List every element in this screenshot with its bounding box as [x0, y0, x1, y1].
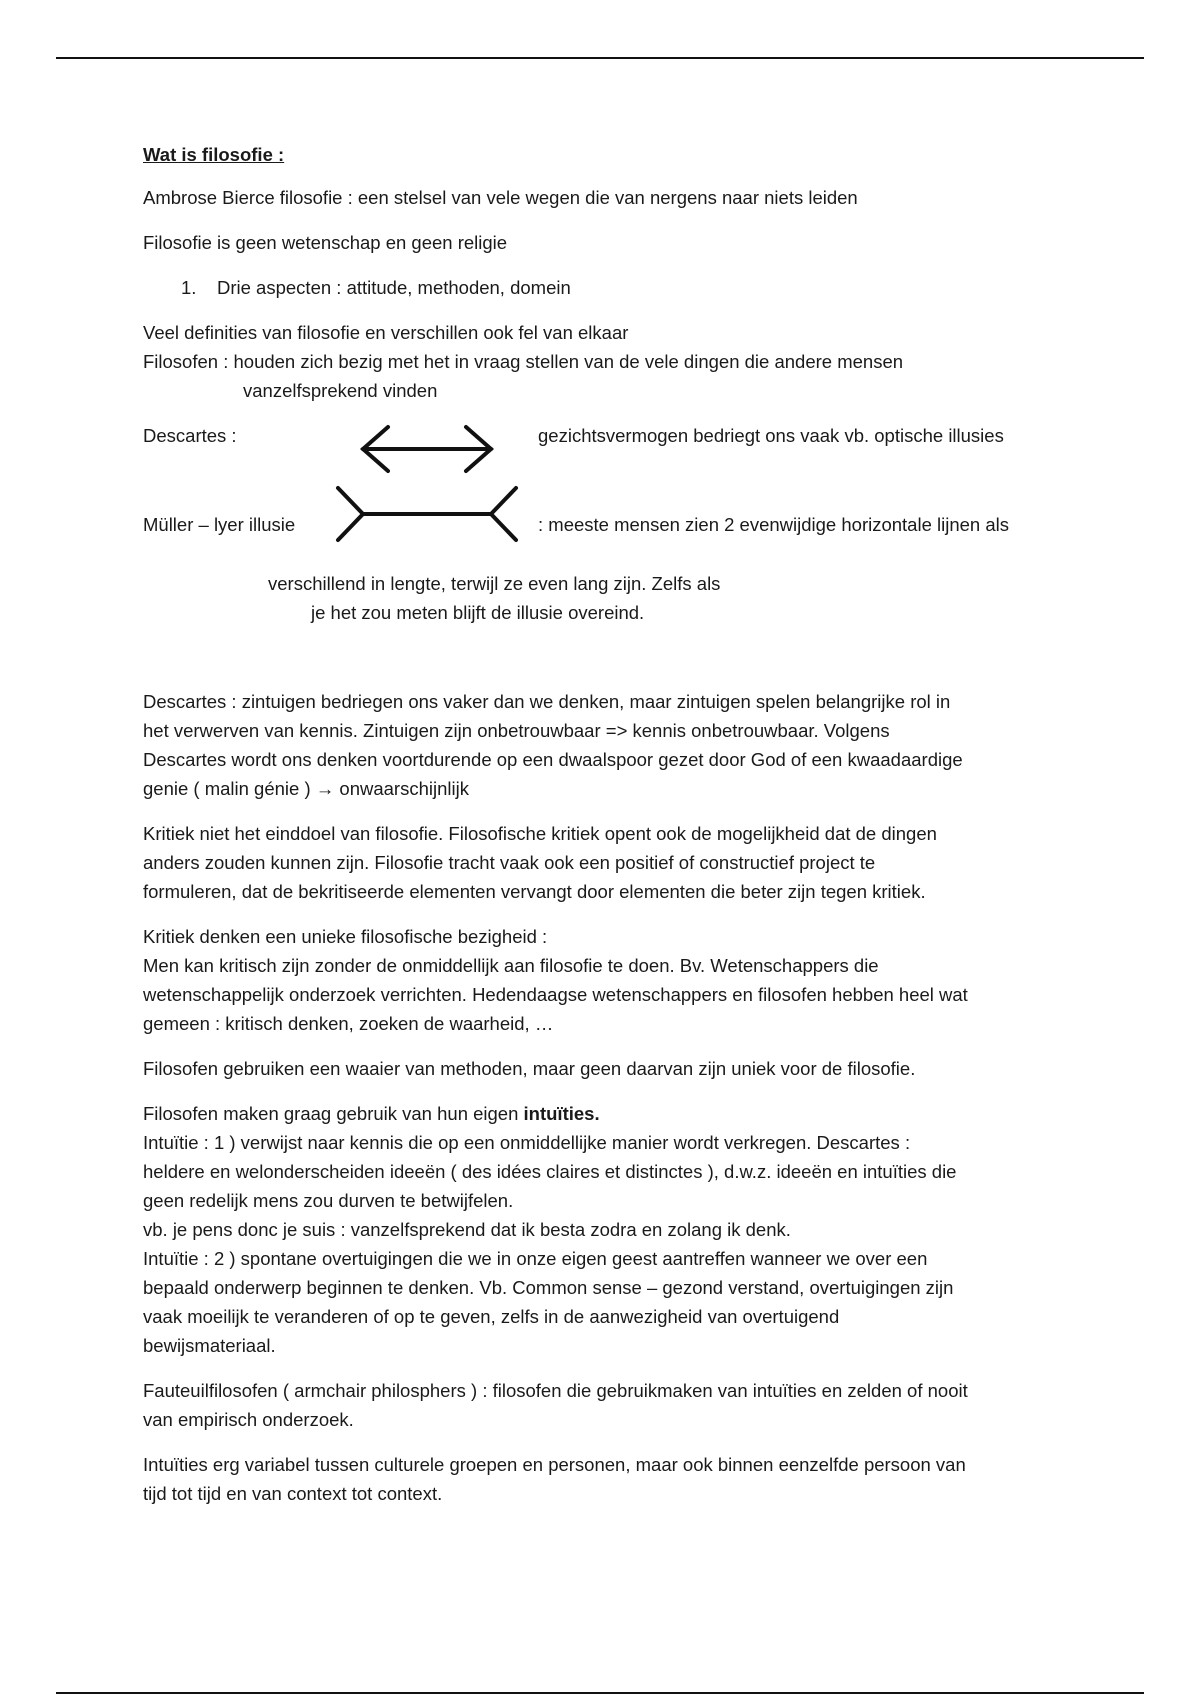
text-line: je het zou meten blijft de illusie overeind.	[311, 602, 645, 623]
text-line	[143, 1099, 1063, 1128]
text-line: geen redelijk mens zou durven te betwijfelen.	[143, 1190, 514, 1211]
muller-lyer-illustration	[333, 421, 533, 549]
text-line: Men kan kritisch zijn zonder de onmiddellijk aan filosofie te doen. Bv. Wetenschappers die	[143, 955, 879, 976]
paragraph-no-science: Filosofie is geen wetenschap en geen religie	[143, 232, 508, 253]
muller-lyer-section	[143, 421, 1063, 563]
text-line: vanzelfsprekend vinden	[243, 380, 438, 401]
text-line: bepaald onderwerp beginnen te denken. Vb. Common sense – gezond verstand, overtuigingen zijn	[143, 1277, 954, 1298]
text-line: Descartes : zintuigen bedriegen ons vaker dan we denken, maar zintuigen spelen belangrijke rol in	[143, 691, 951, 712]
text-run: Filosofen maken graag gebruik van hun eigen	[143, 1103, 524, 1124]
paragraph-bierce: Ambrose Bierce filosofie : een stelsel van vele wegen die van nergens naar niets leiden	[143, 187, 858, 208]
bold-term-intuities: intuïties.	[523, 1103, 600, 1124]
text-line: Filosofen : houden zich bezig met het in vraag stellen van de vele dingen die andere mensen	[143, 351, 904, 372]
text-line: heldere en welonderscheiden ideeën ( des idées claires et distinctes ), d.w.z. ideeën en intuïties die	[143, 1161, 957, 1182]
text-line: wetenschappelijk onderzoek verrichten. Hedendaagse wetenschappers en filosofen hebben heel wat	[143, 984, 968, 1005]
text-line: genie ( malin génie ) → onwaarschijnlijk	[143, 778, 469, 799]
muller-label: Müller – lyer illusie	[143, 514, 296, 535]
text-line: Kritiek niet het einddoel van filosofie. Filosofische kritiek opent ook de mogelijkheid dat de dingen	[143, 823, 937, 844]
arrow-outward-line	[363, 427, 491, 471]
text-line: anders zouden kunnen zijn. Filosofie tracht vaak ook een positief of constructief project te	[143, 852, 876, 873]
paragraph-armchair	[143, 1376, 1063, 1434]
text-line: Intuïtie : 2 ) spontane overtuigingen die we in onze eigen geest aantreffen wanneer we over een	[143, 1248, 928, 1269]
arrow-inward-line	[338, 488, 516, 540]
paragraph-methods: Filosofen gebruiken een waaier van methoden, maar geen daarvan zijn uniek voor de filosofie.	[143, 1058, 916, 1079]
document-page	[143, 140, 1063, 1524]
text-line: vb. je pens donc je suis : vanzelfsprekend dat ik besta zodra en zolang ik denk.	[143, 1219, 791, 1240]
paragraph-variability	[143, 1450, 1063, 1508]
page-title: Wat is filosofie :	[143, 144, 285, 165]
list-item-text: Drie aspecten : attitude, methoden, domein	[217, 277, 571, 298]
top-rule	[56, 57, 1144, 59]
paragraph-definitions	[143, 318, 1063, 405]
text-line: Intuïties erg variabel tussen culturele groepen en personen, maar ook binnen eenzelfde persoon van	[143, 1454, 966, 1475]
text-line: bewijsmateriaal.	[143, 1335, 276, 1356]
descartes-text: gezichtsvermogen bedriegt ons vaak vb. optische illusies	[538, 425, 1004, 446]
text-line: het verwerven van kennis. Zintuigen zijn onbetrouwbaar => kennis onbetrouwbaar. Volgens	[143, 720, 890, 741]
text-line: Descartes wordt ons denken voortdurende op een dwaalspoor gezet door God of een kwaadaardige	[143, 749, 963, 770]
muller-text: : meeste mensen zien 2 evenwijdige horizontale lijnen als	[538, 514, 1009, 535]
text-line: vaak moeilijk te veranderen of op te geven, zelfs in de aanwezigheid van overtuigend	[143, 1306, 840, 1327]
numbered-list-item	[143, 273, 1063, 302]
paragraph-critical-thinking	[143, 922, 1063, 1038]
text-line: Kritiek denken een unieke filosofische bezigheid :	[143, 926, 548, 947]
text-line: Intuïtie : 1 ) verwijst naar kennis die op een onmiddellijke manier wordt verkregen. Descartes :	[143, 1132, 911, 1153]
paragraph-critique	[143, 819, 1063, 906]
text-line: Fauteuilfilosofen ( armchair philosphers ) : filosofen die gebruikmaken van intuïties en zelden of nooit	[143, 1380, 968, 1401]
text-line: gemeen : kritisch denken, zoeken de waarheid, …	[143, 1013, 554, 1034]
paragraph-intuitions	[143, 1099, 1063, 1360]
bottom-rule	[56, 1692, 1144, 1694]
list-number: 1.	[181, 277, 197, 298]
paragraph-descartes-senses	[143, 687, 1063, 803]
text-line: tijd tot tijd en van context tot context.	[143, 1483, 443, 1504]
text-line: van empirisch onderzoek.	[143, 1409, 354, 1430]
descartes-label: Descartes :	[143, 425, 237, 446]
text-line: Veel definities van filosofie en verschillen ook fel van elkaar	[143, 322, 629, 343]
text-line: verschillend in lengte, terwijl ze even lang zijn. Zelfs als	[268, 573, 721, 594]
text-line: formuleren, dat de bekritiseerde elementen vervangt door elementen die beter zijn tegen kritiek.	[143, 881, 926, 902]
